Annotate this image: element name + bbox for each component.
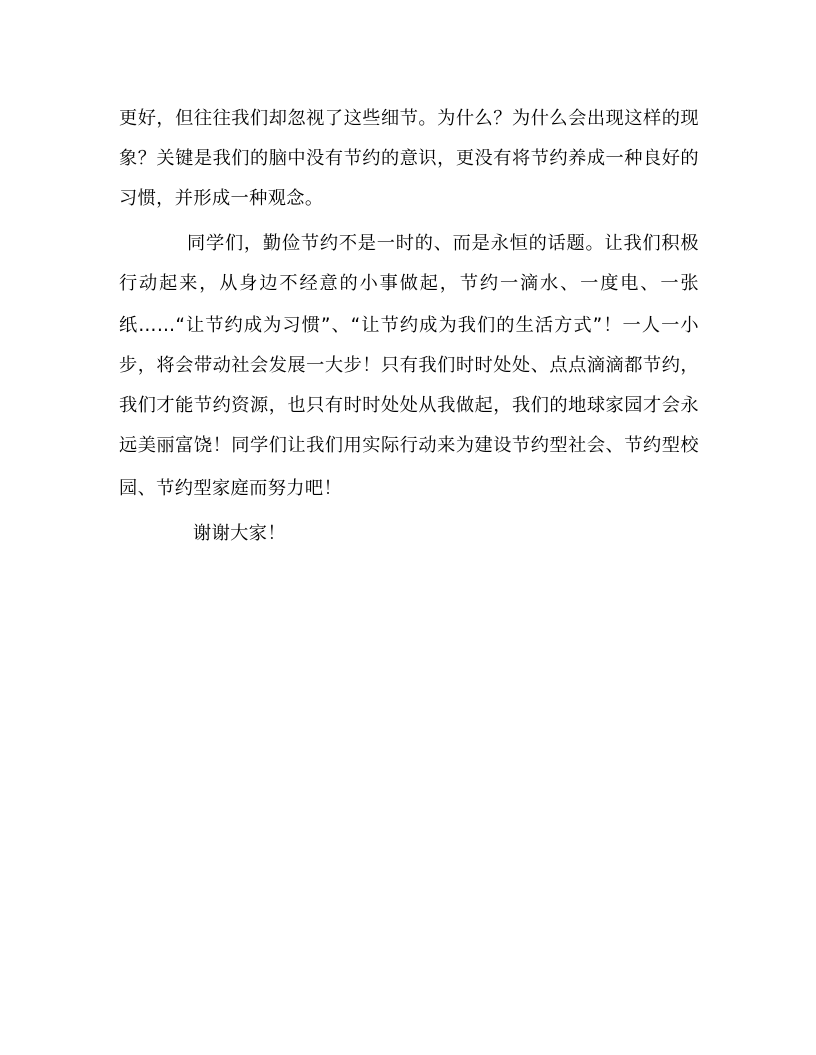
paragraph-2-line-1: 同学们，勤俭节约不是一时的、而是永恒的话题。让我们积极 (187, 233, 699, 254)
paragraph-2-line-5: 我们才能节约资源，也只有时时处处从我做起，我们的地球家园才会永 (119, 395, 699, 416)
paragraph-2-line-4: 步，将会带动社会发展一大步！只有我们时时处处、点点滴滴都节约， (119, 355, 699, 376)
paragraph-2-line-7: 园、节约型家庭而努力吧！ (119, 478, 343, 499)
paragraph-1-line-2: 象？关键是我们的脑中没有节约的意识，更没有将节约养成一种良好的 (119, 148, 699, 169)
paragraph-2-line-6: 远美丽富饶！同学们让我们用实际行动来为建设节约型社会、节约型校 (119, 435, 699, 456)
paragraph-2-line-2: 行动起来，从身边不经意的小事做起，节约一滴水、一度电、一张 (119, 273, 699, 294)
closing-thanks: 谢谢大家！ (193, 523, 286, 544)
paragraph-1-line-3: 习惯，并形成一种观念。 (119, 188, 324, 209)
paragraph-1-line-1: 更好，但往往我们却忽视了这些细节。为什么？为什么会出现这样的现 (119, 108, 699, 129)
paragraph-2-line-3: 纸……“让节约成为习惯”、“让节约成为我们的生活方式”！一人一小 (119, 315, 699, 336)
